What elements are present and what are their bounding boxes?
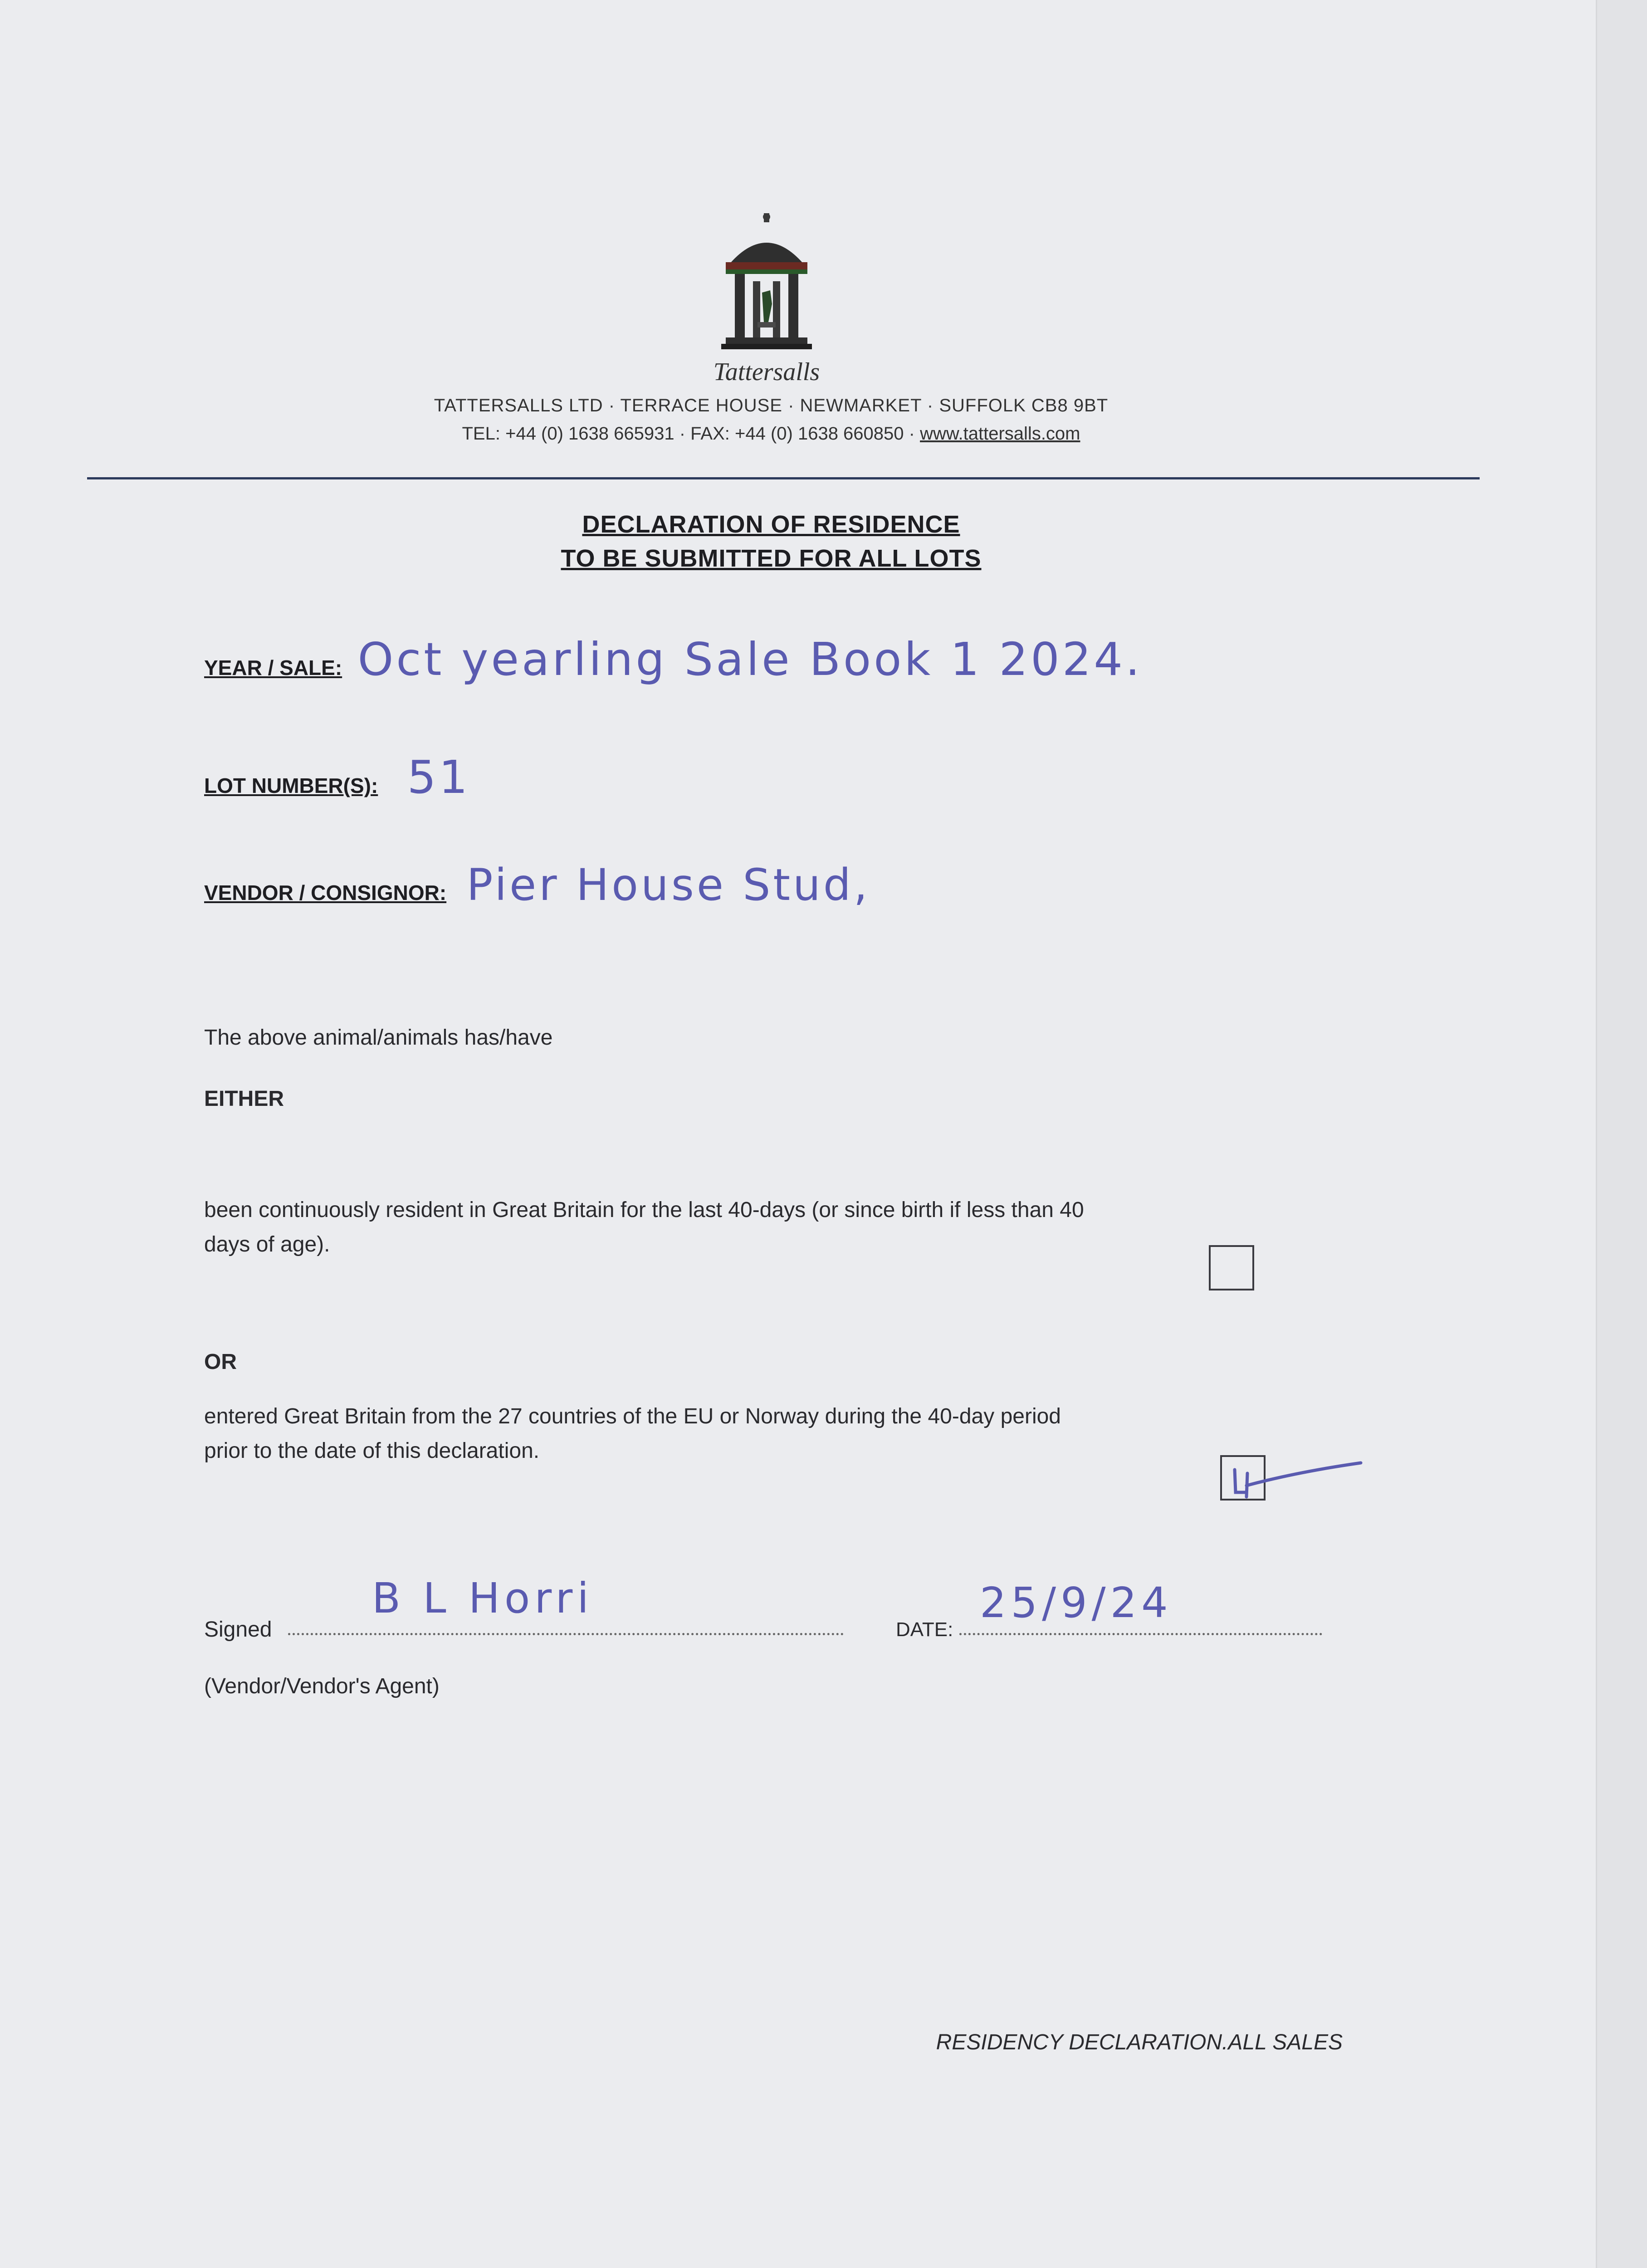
option-entered-line2: prior to the date of this declaration. [204,1439,540,1463]
lot-numbers-row [204,751,748,804]
vendor-field[interactable]: Pier House Stud, [466,860,870,910]
signatory-role-note: (Vendor/Vendor's Agent) [204,1674,440,1698]
declaration-intro: The above animal/animals has/have [204,1026,553,1050]
option-resident-line2: days of age). [204,1232,330,1256]
year-sale-label: YEAR / SALE: [204,656,342,679]
signed-label: Signed [204,1618,272,1642]
year-sale-field[interactable]: Oct yearling Sale Book 1 2024. [357,633,1143,686]
lot-numbers-field[interactable]: 51 [407,751,470,804]
contact-numbers: TEL: +44 (0) 1638 665931 · FAX: +44 (0) 1638 660850 · [462,424,920,444]
option-resident-checkbox[interactable] [1209,1245,1254,1290]
form-code: RESIDENCY DECLARATION.ALL SALES [936,2030,1343,2054]
header-divider [87,477,1480,479]
company-address: TATTERSALLS LTD · TERRACE HOUSE · NEWMARKET · SUFFOLK CB8 9BT [434,396,1109,415]
website-link[interactable]: www.tattersalls.com [920,424,1080,444]
option-entered-line1: entered Great Britain from the 27 countries of the EU or Norway during the 40-day period [204,1404,1061,1428]
vendor-row [204,860,1111,910]
signature-field[interactable]: B L Horri [372,1574,593,1623]
vendor-label: VENDOR / CONSIGNOR: [204,881,447,904]
form-title: DECLARATION OF RESIDENCE [582,511,960,538]
brand-name: Tattersalls [713,358,820,386]
option-entered-checkbox[interactable] [1220,1455,1266,1501]
lot-numbers-label: LOT NUMBER(S): [204,774,378,797]
option-resident-text [204,1193,1383,1262]
form-subtitle: TO BE SUBMITTED FOR ALL LOTS [561,545,982,572]
option-resident-line1: been continuously resident in Great Britain for the last 40-days (or since birth if less than 40 [204,1198,1084,1222]
company-contact [272,424,1270,444]
option-entered-text [204,1399,1383,1468]
date-label: DATE: [896,1618,953,1641]
either-label: EITHER [204,1087,284,1111]
or-label: OR [204,1350,237,1374]
tattersalls-logo-icon [721,213,812,354]
date-field[interactable]: 25/9/24 [980,1579,1173,1627]
year-sale-row [204,633,1452,686]
paper-edge [1596,0,1647,2268]
